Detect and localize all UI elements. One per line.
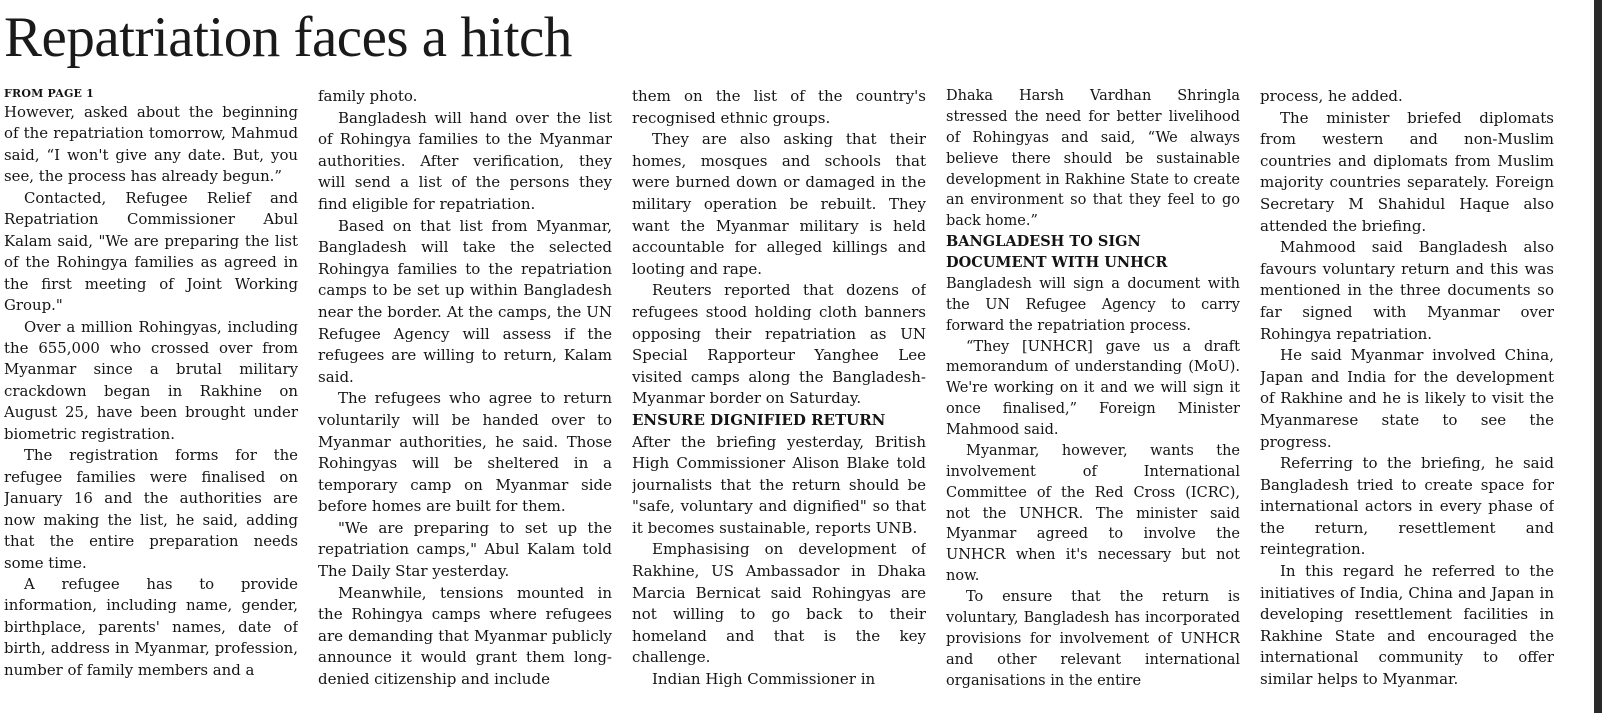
paragraph: The minister briefed diplomats from western and non-Muslim countries and diplomats from Muslim majority countries separately. Foreign Secretary M Shahidul Haque also attended the briefing. — [1260, 108, 1554, 235]
paragraph: "We are preparing to set up the repatriation camps," Abul Kalam told The Daily Star yesterday. — [318, 518, 612, 581]
article-column-5 — [1260, 86, 1554, 706]
article-column-4 — [946, 86, 1240, 706]
paragraph: In this regard he referred to the initiatives of India, China and Japan in developing resettlement facilities in Rakhine State and encouraged the international community to offer similar helps to Myanmar. — [1260, 562, 1554, 689]
paragraph: Meanwhile, tensions mounted in the Rohingya camps where refugees are demanding that Myanmar publicly announce it would grant them long-denied citizenship and include — [318, 583, 612, 689]
paragraph: Dhaka Harsh Vardhan Shringla stressed the need for better livelihood of Rohingyas and said, “We always believe there should be sustainable development in Rakhine State to create an environment so that they feel to go back home.” — [946, 88, 1240, 230]
paragraph: Referring to the briefing, he said Bangladesh tried to create space for international actors in every phase of the return, resettlement and reintegration. — [1260, 454, 1554, 559]
paragraph: Bangladesh will hand over the list of Rohingya families to the Myanmar authorities. After verification, they will send a list of the persons they find eligible for repatriation. — [318, 108, 612, 213]
paragraph: He said Myanmar involved China, Japan and India for the development of Rakhine and he is likely to visit the Myanmarese state to see the progress. — [1260, 346, 1554, 451]
paragraph: “They [UNHCR] gave us a draft memorandum of understanding (MoU). We're working on it and we will sign it once finalised,” Foreign Minister Mahmood said. — [946, 338, 1240, 438]
article-body — [4, 86, 1554, 706]
article-column-1 — [4, 86, 298, 706]
paragraph: them on the list of the country's recognised ethnic groups. — [632, 87, 926, 127]
paragraph: However, asked about the beginning of the repatriation tomorrow, Mahmud said, “I won't give any date. But, you see, the process has already begun.” — [4, 103, 298, 186]
paragraph: Myanmar, however, wants the involvement of International Committee of the Red Cross (ICRC), not the UNHCR. The minister said Myanmar agreed to involve the UNHCR when it's necessary but not now. — [946, 442, 1240, 585]
subheading: BANGLADESH TO SIGN DOCUMENT WITH UNHCR — [946, 233, 1168, 271]
article-column-2 — [318, 86, 612, 706]
paragraph: Contacted, Refugee Relief and Repatriation Commissioner Abul Kalam said, "We are preparing the list of the Rohingya families as agreed in the first meeting of Joint Working Group." — [4, 188, 298, 315]
paragraph: Based on that list from Myanmar, Bangladesh will take the selected Rohingya families to the repatriation camps to be set up within Bangladesh near the border. At the camps, the UN Refugee Agency will assess if the refugees are willing to return, Kalam said. — [318, 216, 612, 386]
paragraph: The refugees who agree to return voluntarily will be handed over to Myanmar authorities, he said. Those Rohingyas will be sheltered in a temporary camp on Myanmar side before homes are built for them. — [318, 389, 612, 516]
article-column-3 — [632, 86, 926, 706]
paragraph: Over a million Rohingyas, including the 655,000 who crossed over from Myanmar since a brutal military crackdown began in Rakhine on August 25, have been brought under biometric registration. — [4, 317, 298, 443]
paragraph: To ensure that the return is voluntary, Bangladesh has incorporated provisions for involvement of UNHCR and other relevant international organisations in the entire — [946, 589, 1240, 689]
paragraph: Emphasising on development of Rakhine, US Ambassador in Dhaka Marcia Bernicat said Rohingyas are not willing to go back to their homeland and that is the key challenge. — [632, 540, 926, 667]
paragraph: After the briefing yesterday, British High Commissioner Alison Blake told journalists that the return should be "safe, voluntary and dignified" so that it becomes sustainable, reports UNB. — [632, 432, 926, 537]
paragraph: Mahmood said Bangladesh also favours voluntary return and this was mentioned in the three documents so far signed with Myanmar over Rohingya repatriation. — [1260, 238, 1554, 343]
page-edge-bar — [1594, 0, 1602, 713]
paragraph: Reuters reported that dozens of refugees stood holding cloth banners opposing their repatriation as UN Special Rapporteur Yanghee Lee visited camps along the Bangladesh-Myanmar border on Saturday. — [632, 281, 926, 408]
kicker: FROM PAGE 1 — [4, 87, 95, 100]
paragraph: The registration forms for the refugee families were finalised on January 16 and the authorities are now making the list, he said, adding that the entire preparation needs some time. — [4, 446, 298, 572]
paragraph: They are also asking that their homes, mosques and schools that were burned down or damaged in the military operation be rebuilt. They want the Myanmar military is held accountable for alleged killings and looting and rape. — [632, 130, 926, 278]
paragraph: A refugee has to provide information, including name, gender, birthplace, parents' names, date of birth, address in Myanmar, profession, number of family members and a — [4, 574, 298, 679]
paragraph: Indian High Commissioner in — [652, 670, 876, 689]
paragraph: process, he added. — [1260, 87, 1403, 105]
paragraph: family photo. — [318, 87, 418, 105]
article-headline: Repatriation faces a hitch — [4, 6, 572, 69]
subheading: ENSURE DIGNIFIED RETURN — [632, 410, 886, 429]
paragraph: Bangladesh will sign a document with the UN Refugee Agency to carry forward the repatriation process. — [946, 275, 1240, 334]
